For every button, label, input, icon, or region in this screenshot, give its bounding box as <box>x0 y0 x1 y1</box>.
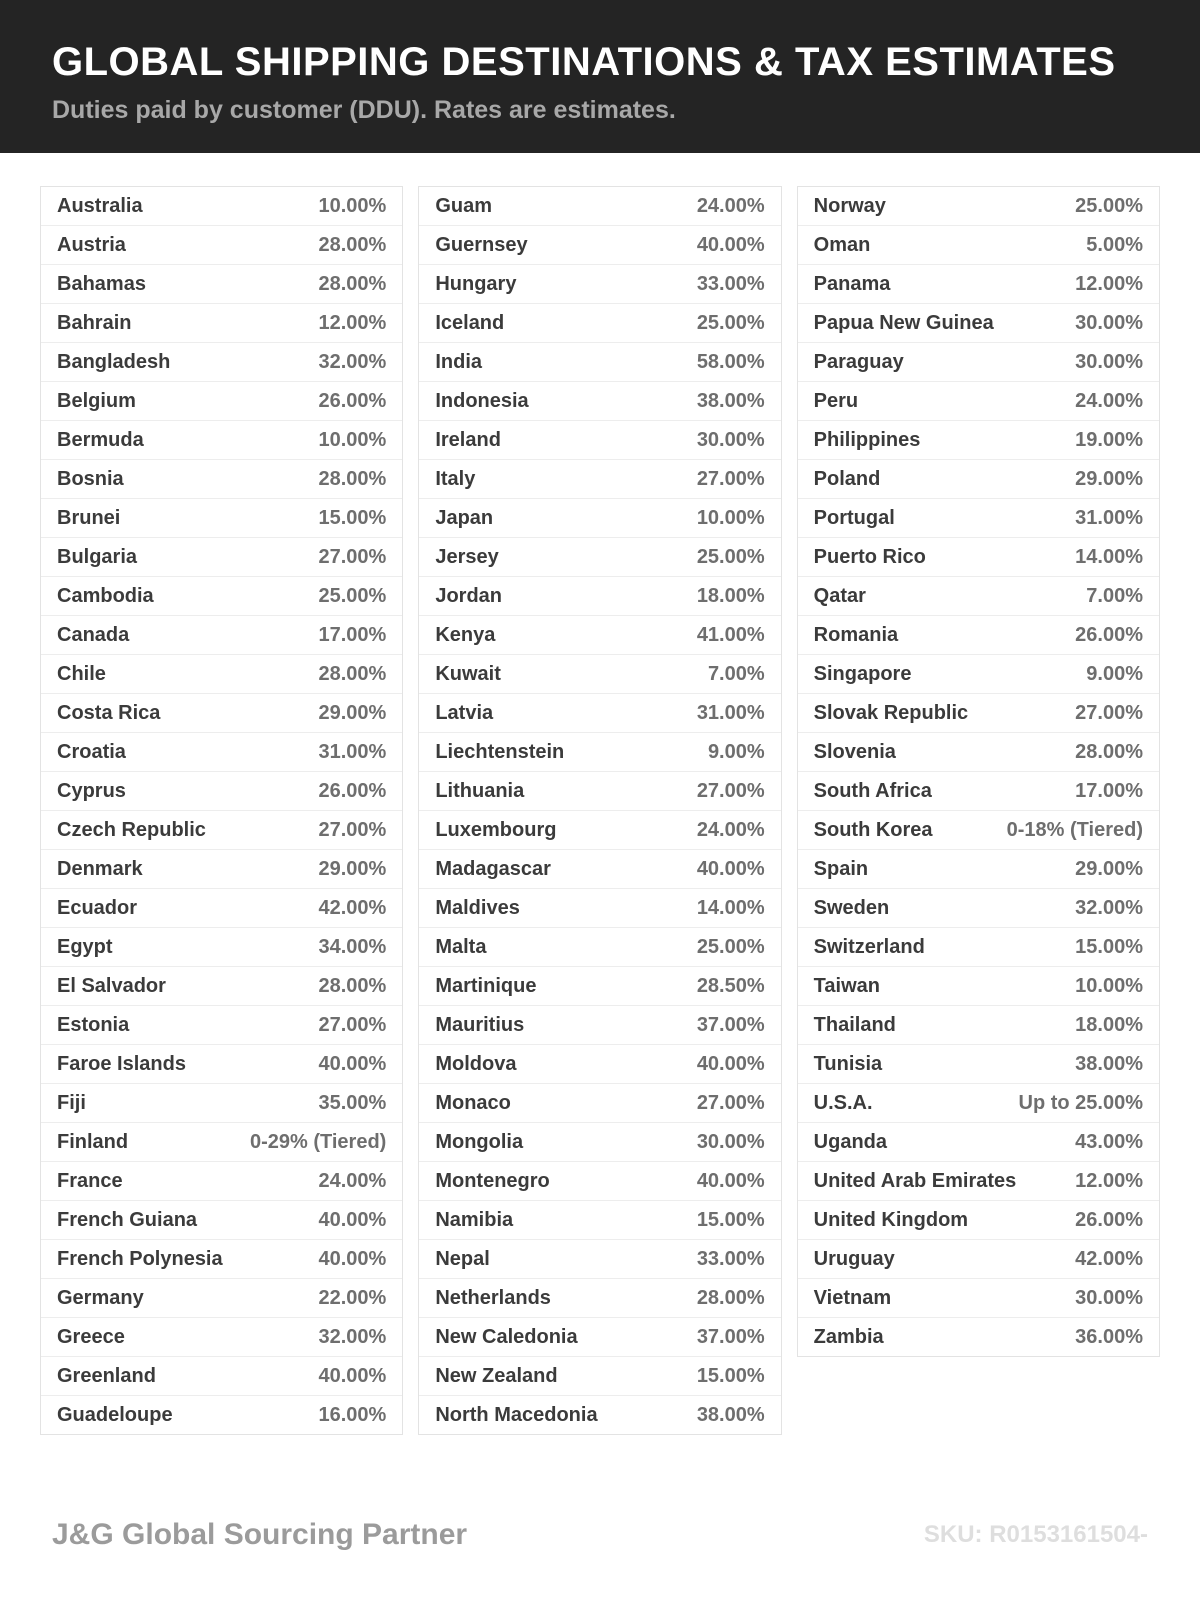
table-row <box>41 421 402 460</box>
country-name: Malta <box>435 935 487 958</box>
table-row <box>41 811 402 850</box>
table-row <box>419 1240 780 1279</box>
table-row <box>41 1279 402 1318</box>
country-name: Belgium <box>57 389 136 412</box>
table-row <box>41 1084 402 1123</box>
tax-rate: 0-18% (Tiered) <box>1006 818 1143 841</box>
country-name: Switzerland <box>813 935 925 958</box>
country-name: El Salvador <box>57 974 166 997</box>
table-row <box>798 343 1159 382</box>
table-row <box>419 967 780 1006</box>
country-name: Canada <box>57 623 130 646</box>
tax-rate: 27.00% <box>696 467 765 490</box>
header-banner <box>0 0 1200 153</box>
country-name: Iceland <box>435 311 505 334</box>
table-row <box>798 1318 1159 1356</box>
country-name: Czech Republic <box>57 818 206 841</box>
country-name: Kenya <box>435 623 496 646</box>
table-row <box>419 499 780 538</box>
tax-rate: 14.00% <box>1075 545 1143 568</box>
country-name: Portugal <box>813 506 895 529</box>
tax-rate: 35.00% <box>318 1091 387 1114</box>
tax-rate: 40.00% <box>318 1364 387 1387</box>
table-row <box>419 850 780 889</box>
country-name: Bulgaria <box>57 545 138 568</box>
tax-rate: 28.00% <box>1075 740 1143 763</box>
country-name: New Caledonia <box>435 1325 578 1348</box>
table-row <box>41 928 402 967</box>
table-row <box>798 772 1159 811</box>
country-name: South Africa <box>813 779 932 802</box>
country-name: South Korea <box>813 818 933 841</box>
country-name: Puerto Rico <box>813 545 926 568</box>
country-name: Nepal <box>435 1247 490 1270</box>
country-name: Australia <box>57 194 143 217</box>
tax-rate: 9.00% <box>1086 662 1143 685</box>
country-name: Ireland <box>435 428 501 451</box>
country-name: Egypt <box>57 935 113 958</box>
tax-rate: 18.00% <box>1075 1013 1143 1036</box>
tax-rate: 31.00% <box>1075 506 1143 529</box>
tax-rate: 58.00% <box>696 350 765 373</box>
tax-rate: 37.00% <box>696 1013 765 1036</box>
table-row <box>798 1162 1159 1201</box>
table-row <box>798 304 1159 343</box>
brand-name: J&G Global Sourcing Partner <box>52 1518 468 1551</box>
tax-rate: 37.00% <box>696 1325 765 1348</box>
tax-rate: 40.00% <box>696 1169 765 1192</box>
table-row <box>419 1123 780 1162</box>
table-row <box>41 1318 402 1357</box>
table-row <box>419 421 780 460</box>
country-name: Philippines <box>813 428 921 451</box>
country-name: Mongolia <box>435 1130 524 1153</box>
table-row <box>419 1084 780 1123</box>
country-name: Japan <box>435 506 494 529</box>
tax-rate: 33.00% <box>696 1247 765 1270</box>
tax-rate: 40.00% <box>696 233 765 256</box>
country-name: Lithuania <box>435 779 525 802</box>
table-row <box>419 928 780 967</box>
table-row <box>41 343 402 382</box>
tax-rate: 10.00% <box>318 428 387 451</box>
country-name: Cambodia <box>57 584 154 607</box>
country-name: Hungary <box>435 272 517 295</box>
country-name: Uruguay <box>813 1247 895 1270</box>
table-row <box>41 226 402 265</box>
table-row <box>419 1006 780 1045</box>
country-name: Sweden <box>813 896 890 919</box>
table-row <box>798 1240 1159 1279</box>
table-row <box>798 538 1159 577</box>
country-name: Latvia <box>435 701 494 724</box>
tax-rate: Up to 25.00% <box>1018 1091 1143 1114</box>
country-name: Jersey <box>435 545 499 568</box>
tax-rate: 40.00% <box>318 1052 387 1075</box>
country-name: Bahrain <box>57 311 132 334</box>
country-name: Martinique <box>435 974 537 997</box>
table-column-1 <box>40 186 403 1435</box>
table-row <box>798 655 1159 694</box>
tax-rate: 15.00% <box>318 506 387 529</box>
tax-rate: 10.00% <box>1075 974 1143 997</box>
country-name: Tunisia <box>813 1052 883 1075</box>
tax-rate: 27.00% <box>318 1013 387 1036</box>
table-row <box>41 382 402 421</box>
tax-rate: 30.00% <box>1075 1286 1143 1309</box>
tax-rate: 27.00% <box>318 818 387 841</box>
country-name: Guernsey <box>435 233 528 256</box>
table-row <box>419 1045 780 1084</box>
table-row <box>419 616 780 655</box>
tax-rate: 18.00% <box>696 584 765 607</box>
tax-rate: 24.00% <box>696 818 765 841</box>
tax-rate: 33.00% <box>696 272 765 295</box>
country-name: Slovak Republic <box>813 701 969 724</box>
table-row <box>41 733 402 772</box>
tax-rate: 24.00% <box>1075 389 1143 412</box>
country-name: Italy <box>435 467 476 490</box>
tax-rate: 28.00% <box>318 662 387 685</box>
table-row <box>41 967 402 1006</box>
tax-rate: 25.00% <box>696 545 765 568</box>
table-row <box>798 421 1159 460</box>
tax-rate: 29.00% <box>1075 857 1143 880</box>
table-row <box>41 187 402 226</box>
tax-rate: 27.00% <box>318 545 387 568</box>
tax-rate: 42.00% <box>1075 1247 1143 1270</box>
tax-rate: 24.00% <box>318 1169 387 1192</box>
tax-rate: 25.00% <box>696 311 765 334</box>
tax-rate-table <box>40 186 1160 1435</box>
tax-rate: 29.00% <box>1075 467 1143 490</box>
country-name: Bahamas <box>57 272 146 295</box>
table-row <box>798 733 1159 772</box>
tax-rate: 40.00% <box>318 1208 387 1231</box>
country-name: France <box>57 1169 123 1192</box>
table-row <box>41 538 402 577</box>
table-row <box>798 1201 1159 1240</box>
country-name: Thailand <box>813 1013 896 1036</box>
table-row <box>798 460 1159 499</box>
table-row <box>41 1240 402 1279</box>
table-row <box>41 850 402 889</box>
tax-rate: 26.00% <box>1075 623 1143 646</box>
table-row <box>419 460 780 499</box>
tax-rate: 26.00% <box>1075 1208 1143 1231</box>
country-name: Montenegro <box>435 1169 550 1192</box>
table-column-3 <box>797 186 1160 1357</box>
table-row <box>419 577 780 616</box>
table-row <box>798 850 1159 889</box>
tax-rate: 32.00% <box>318 1325 387 1348</box>
country-name: Jordan <box>435 584 503 607</box>
country-name: Bermuda <box>57 428 144 451</box>
country-name: North Macedonia <box>435 1403 598 1426</box>
country-name: Romania <box>813 623 899 646</box>
country-name: French Guiana <box>57 1208 198 1231</box>
tax-rate: 31.00% <box>696 701 765 724</box>
tax-rate: 30.00% <box>696 428 765 451</box>
table-row <box>798 1123 1159 1162</box>
tax-rate: 42.00% <box>318 896 387 919</box>
tax-rate: 30.00% <box>1075 311 1143 334</box>
country-name: Paraguay <box>813 350 904 373</box>
table-row <box>798 265 1159 304</box>
footer <box>52 1518 1148 1552</box>
tax-rate: 43.00% <box>1075 1130 1143 1153</box>
table-row <box>419 655 780 694</box>
country-name: Moldova <box>435 1052 517 1075</box>
table-row <box>419 1201 780 1240</box>
tax-rate: 31.00% <box>318 740 387 763</box>
country-name: Madagascar <box>435 857 551 880</box>
tax-rate: 29.00% <box>318 857 387 880</box>
country-name: United Kingdom <box>813 1208 969 1231</box>
table-row <box>419 538 780 577</box>
tax-rate: 5.00% <box>1086 233 1143 256</box>
tax-rate: 15.00% <box>696 1364 765 1387</box>
country-name: Kuwait <box>435 662 501 685</box>
table-row <box>41 1396 402 1434</box>
table-row <box>419 1357 780 1396</box>
tax-rate: 34.00% <box>318 935 387 958</box>
tax-rate: 0-29% (Tiered) <box>249 1130 387 1153</box>
table-row <box>798 382 1159 421</box>
tax-rate: 28.50% <box>696 974 765 997</box>
table-row <box>798 616 1159 655</box>
table-row <box>419 694 780 733</box>
table-row <box>41 1357 402 1396</box>
tax-rate: 36.00% <box>1075 1325 1143 1348</box>
country-name: Greece <box>57 1325 125 1348</box>
table-row <box>41 889 402 928</box>
table-row <box>419 265 780 304</box>
tax-rate: 25.00% <box>1075 194 1143 217</box>
country-name: Germany <box>57 1286 144 1309</box>
table-row <box>419 226 780 265</box>
tax-rate: 30.00% <box>1075 350 1143 373</box>
country-name: Norway <box>813 194 886 217</box>
country-name: Denmark <box>57 857 143 880</box>
table-row <box>798 1084 1159 1123</box>
country-name: Indonesia <box>435 389 529 412</box>
country-name: Chile <box>57 662 106 685</box>
table-row <box>41 772 402 811</box>
country-name: Maldives <box>435 896 520 919</box>
table-column-2 <box>418 186 781 1435</box>
tax-rate: 12.00% <box>318 311 387 334</box>
table-row <box>41 265 402 304</box>
table-row <box>41 460 402 499</box>
tax-rate: 10.00% <box>318 194 387 217</box>
country-name: Finland <box>57 1130 129 1153</box>
table-row <box>798 187 1159 226</box>
tax-rate: 12.00% <box>1075 1169 1143 1192</box>
table-row <box>41 1006 402 1045</box>
tax-rate: 10.00% <box>696 506 765 529</box>
country-name: Cyprus <box>57 779 126 802</box>
country-name: Poland <box>813 467 881 490</box>
table-row <box>798 1006 1159 1045</box>
country-name: Costa Rica <box>57 701 161 724</box>
table-row <box>41 1162 402 1201</box>
table-row <box>798 226 1159 265</box>
tax-rate: 32.00% <box>1075 896 1143 919</box>
tax-rate: 27.00% <box>696 779 765 802</box>
country-name: Estonia <box>57 1013 130 1036</box>
country-name: U.S.A. <box>813 1091 873 1114</box>
tax-rate: 38.00% <box>696 389 765 412</box>
table-row <box>41 694 402 733</box>
tax-rate: 30.00% <box>696 1130 765 1153</box>
table-row <box>419 1318 780 1357</box>
tax-rate: 15.00% <box>696 1208 765 1231</box>
country-name: Qatar <box>813 584 866 607</box>
tax-rate: 40.00% <box>696 857 765 880</box>
tax-rate: 25.00% <box>318 584 387 607</box>
country-name: Panama <box>813 272 891 295</box>
country-name: Austria <box>57 233 126 256</box>
tax-rate: 41.00% <box>696 623 765 646</box>
country-name: New Zealand <box>435 1364 558 1387</box>
table-row <box>419 733 780 772</box>
table-row <box>419 187 780 226</box>
tax-rate: 16.00% <box>318 1403 387 1426</box>
country-name: Brunei <box>57 506 121 529</box>
tax-rate: 26.00% <box>318 779 387 802</box>
tax-rate: 7.00% <box>1086 584 1143 607</box>
country-name: Spain <box>813 857 869 880</box>
tax-rate: 9.00% <box>707 740 765 763</box>
table-row <box>798 811 1159 850</box>
country-name: Bosnia <box>57 467 124 490</box>
tax-rate: 17.00% <box>1075 779 1143 802</box>
table-row <box>419 1396 780 1434</box>
country-name: Ecuador <box>57 896 138 919</box>
country-name: India <box>435 350 482 373</box>
table-row <box>419 889 780 928</box>
tax-rate: 14.00% <box>696 896 765 919</box>
tax-rate: 32.00% <box>318 350 387 373</box>
table-row <box>419 772 780 811</box>
tax-rate: 29.00% <box>318 701 387 724</box>
country-name: Vietnam <box>813 1286 892 1309</box>
table-row <box>419 811 780 850</box>
table-row <box>419 1162 780 1201</box>
tax-rate: 38.00% <box>696 1403 765 1426</box>
tax-rate: 28.00% <box>318 467 387 490</box>
country-name: Taiwan <box>813 974 880 997</box>
table-row <box>41 655 402 694</box>
country-name: Namibia <box>435 1208 514 1231</box>
table-row <box>41 304 402 343</box>
country-name: Monaco <box>435 1091 511 1114</box>
country-name: Fiji <box>57 1091 86 1114</box>
tax-rate: 38.00% <box>1075 1052 1143 1075</box>
country-name: Mauritius <box>435 1013 525 1036</box>
tax-rate: 26.00% <box>318 389 387 412</box>
tax-rate: 12.00% <box>1075 272 1143 295</box>
table-row <box>798 1045 1159 1084</box>
country-name: Croatia <box>57 740 126 763</box>
table-row <box>798 889 1159 928</box>
table-row <box>41 1045 402 1084</box>
tax-rate: 22.00% <box>318 1286 387 1309</box>
table-row <box>798 1279 1159 1318</box>
tax-rate: 25.00% <box>696 935 765 958</box>
table-row <box>419 382 780 421</box>
country-name: Luxembourg <box>435 818 557 841</box>
tax-rate: 24.00% <box>696 194 765 217</box>
tax-rate: 27.00% <box>1075 701 1143 724</box>
table-row <box>798 928 1159 967</box>
country-name: Guadeloupe <box>57 1403 173 1426</box>
tax-rate: 17.00% <box>318 623 387 646</box>
tax-rate: 15.00% <box>1075 935 1143 958</box>
tax-rate: 27.00% <box>696 1091 765 1114</box>
country-name: Guam <box>435 194 493 217</box>
tax-rate: 28.00% <box>696 1286 765 1309</box>
page-title: GLOBAL SHIPPING DESTINATIONS & TAX ESTIMATES <box>52 40 1116 84</box>
table-row <box>41 577 402 616</box>
tax-rate: 40.00% <box>696 1052 765 1075</box>
table-row <box>798 967 1159 1006</box>
country-name: Slovenia <box>813 740 896 763</box>
tax-rate: 28.00% <box>318 974 387 997</box>
country-name: Oman <box>813 233 871 256</box>
table-row <box>41 1123 402 1162</box>
table-row <box>798 694 1159 733</box>
tax-rate: 40.00% <box>318 1247 387 1270</box>
tax-rate: 28.00% <box>318 272 387 295</box>
country-name: Netherlands <box>435 1286 551 1309</box>
country-name: Greenland <box>57 1364 156 1387</box>
tax-rate: 28.00% <box>318 233 387 256</box>
country-name: United Arab Emirates <box>813 1169 1017 1192</box>
table-row <box>419 1279 780 1318</box>
table-row <box>798 499 1159 538</box>
country-name: Peru <box>813 389 859 412</box>
country-name: Liechtenstein <box>435 740 565 763</box>
table-row <box>798 577 1159 616</box>
sku-label: SKU: R0153161504- <box>923 1521 1148 1548</box>
table-row <box>419 304 780 343</box>
country-name: Uganda <box>813 1130 887 1153</box>
tax-rate: 19.00% <box>1075 428 1143 451</box>
country-name: Faroe Islands <box>57 1052 186 1075</box>
table-row <box>41 616 402 655</box>
table-row <box>41 499 402 538</box>
country-name: Papua New Guinea <box>813 311 994 334</box>
country-name: Bangladesh <box>57 350 171 373</box>
country-name: Zambia <box>813 1325 884 1348</box>
tax-rate: 7.00% <box>707 662 765 685</box>
table-row <box>419 343 780 382</box>
table-row <box>41 1201 402 1240</box>
country-name: French Polynesia <box>57 1247 223 1270</box>
page-subtitle: Duties paid by customer (DDU). Rates are estimates. <box>52 96 676 124</box>
country-name: Singapore <box>813 662 912 685</box>
